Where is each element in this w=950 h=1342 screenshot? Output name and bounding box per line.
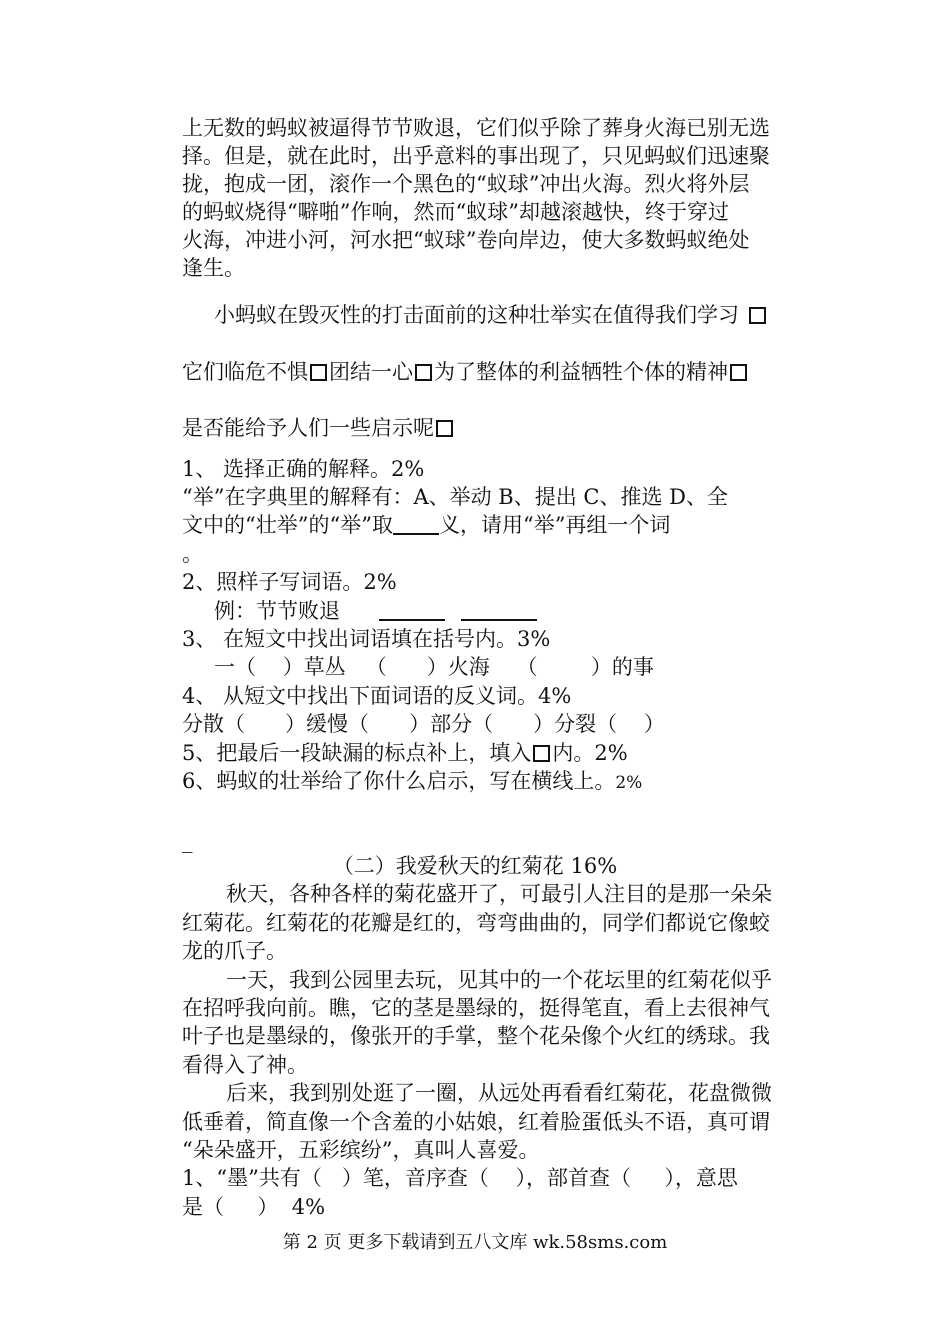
question-1-line: 文中的“壮举”的“举”取 义，请用“举”再组一个词 bbox=[182, 513, 671, 537]
question-4-title: 4、 从短文中找出下面词语的反义词。4% bbox=[182, 684, 572, 708]
passage-line: 红菊花。红菊花的花瓣是红的，弯弯曲曲的，同学们都说它像蛟 bbox=[182, 911, 770, 935]
question-2-title: 2、照样子写词语。2% bbox=[182, 570, 397, 594]
question-2-example: 例：节节败退 bbox=[214, 597, 537, 626]
passage-line: 后来，我到别处逛了一圈，从远处再看看红菊花，花盘微微 bbox=[226, 1081, 772, 1105]
question-4-line: 分散（ ）缓慢（ ）部分（ ）分裂（ ） bbox=[182, 712, 665, 736]
section2-question-1: 1、“墨”共有（ ）笔，音序查（ ），部首查（ ），意思 bbox=[182, 1166, 738, 1190]
question-3-title: 3、 在短文中找出词语填在括号内。3% bbox=[182, 627, 551, 651]
passage-line: 看得入了神。 bbox=[182, 1053, 308, 1077]
question-3-line: 一（ ）草丛 （ ）火海 （ ）的事 bbox=[214, 655, 654, 679]
answer-blank[interactable] bbox=[393, 513, 439, 535]
section-title: （二）我爱秋天的红菊花 16% bbox=[332, 854, 618, 878]
punctuation-box[interactable] bbox=[436, 420, 453, 437]
passage-line: 一天，我到公园里去玩，见其中的一个花坛里的红菊花似乎 bbox=[226, 968, 772, 992]
punctuation-box bbox=[533, 745, 550, 762]
passage-line: 叶子也是墨绿的，像张开的手掌，整个花朵像个火红的绣球。我 bbox=[182, 1024, 770, 1048]
punctuation-box[interactable] bbox=[415, 364, 432, 381]
question-1-title: 1、 选择正确的解释。2% bbox=[182, 457, 425, 481]
punctuation-box[interactable] bbox=[310, 364, 327, 381]
answer-blank[interactable] bbox=[379, 599, 445, 621]
answer-blank[interactable] bbox=[461, 599, 537, 621]
last-paragraph-line-2: 它们临危不惧 团结一心 为了整体的利益牺牲个体的精神 bbox=[182, 358, 749, 387]
passage-line: 择。但是，就在此时，出乎意料的事出现了，只见蚂蚁们迅速聚 bbox=[182, 144, 770, 168]
passage-line: 秋天，各种各样的菊花盛开了，可最引人注目的是那一朵朵 bbox=[226, 882, 772, 906]
passage-line: 龙的爪子。 bbox=[182, 939, 287, 963]
passage-line: 低垂着，简直像一个含羞的小姑娘，红着脸蛋低头不语，真可谓 bbox=[182, 1110, 770, 1134]
answer-dash: _ bbox=[182, 829, 193, 853]
page-footer: 第 2 页 更多下载请到五八文库 wk.58sms.com bbox=[282, 1232, 668, 1253]
punctuation-box[interactable] bbox=[749, 307, 766, 324]
punctuation-box[interactable] bbox=[730, 364, 747, 381]
passage-line: 上无数的蚂蚁被逼得节节败退，它们似乎除了葬身火海已别无选 bbox=[182, 116, 770, 140]
passage-line: 在招呼我向前。瞧，它的茎是墨绿的，挺得笔直，看上去很神气 bbox=[182, 996, 770, 1020]
question-1-line: 。 bbox=[182, 542, 203, 566]
section2-question-1: 是（ ） 4% bbox=[182, 1195, 326, 1219]
question-1-line: “举”在字典里的解释有：A、举动 B、提出 C、推选 D、全 bbox=[182, 485, 728, 509]
last-paragraph-line-3: 是否能给予人们一些启示呢 bbox=[182, 414, 455, 443]
passage-line: 逢生。 bbox=[182, 256, 245, 280]
last-paragraph-line-1: 小蚂蚁在毁灭性的打击面前的这种壮举实在值得我们学习 bbox=[214, 301, 768, 330]
passage-line: 拢，抱成一团，滚作一个黑色的“蚁球”冲出火海。烈火将外层 bbox=[182, 172, 750, 196]
passage-line: “朵朵盛开，五彩缤纷”，真叫人喜爱。 bbox=[182, 1138, 540, 1162]
passage-line: 火海，冲进小河，河水把“蚁球”卷向岸边，使大多数蚂蚁绝处 bbox=[182, 228, 750, 252]
passage-line: 的蚂蚁烧得“噼啪”作响，然而“蚁球”却越滚越快，终于穿过 bbox=[182, 200, 729, 224]
question-5: 5、把最后一段缺漏的标点补上，填入 内。2% bbox=[182, 741, 628, 765]
question-6: 6、蚂蚁的壮举给了你什么启示，写在横线上。2% bbox=[182, 769, 643, 793]
